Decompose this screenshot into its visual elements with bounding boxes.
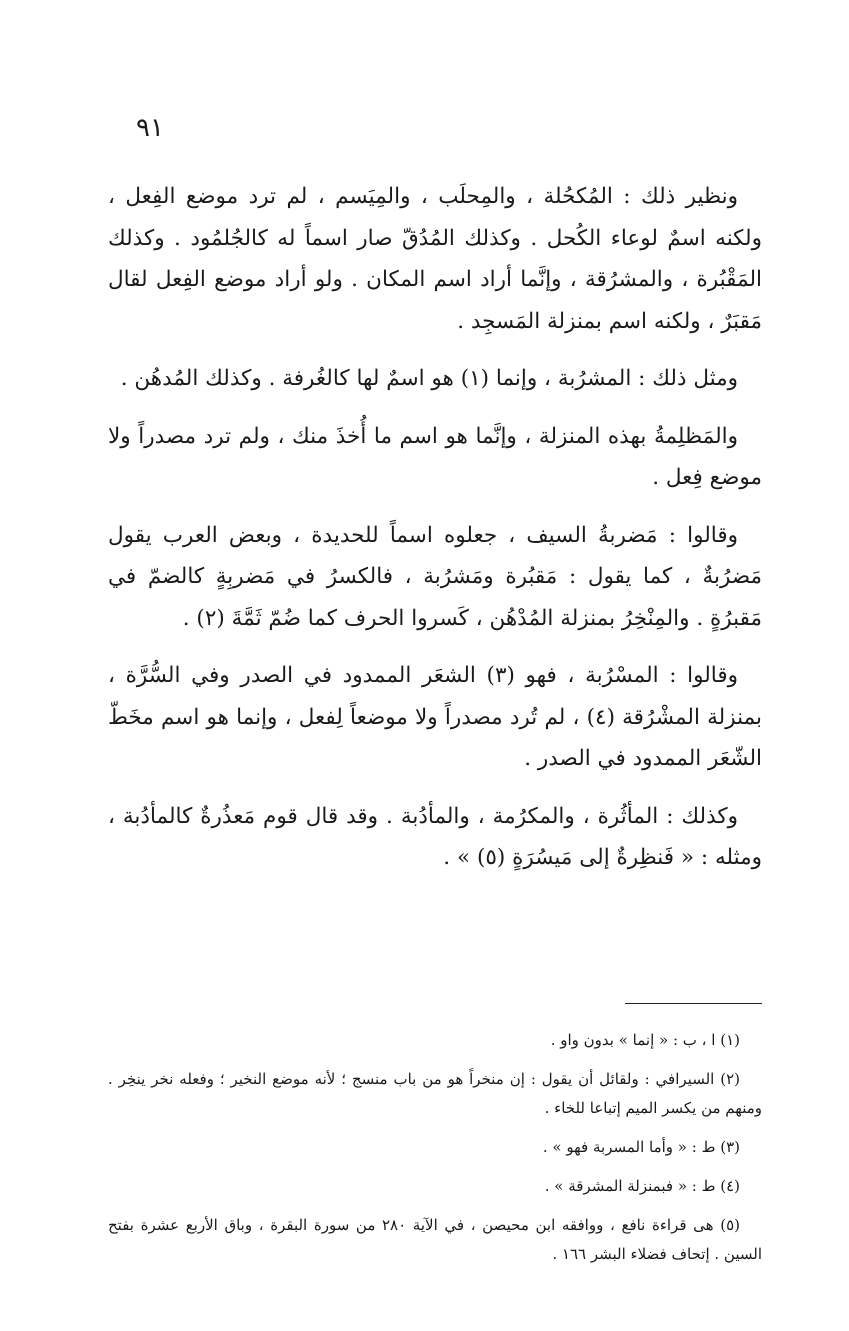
paragraph: وكذلك : المأثُرة ، والمكرُمة ، والمأدُبة . وقد قال قوم مَعذُرةٌ كالمأدُبة ، ومثله : « فَنظِرةٌ إلى مَيسُرَةٍ (٥) » .	[108, 803, 762, 870]
footnote: (٣) ط : « وأما المسربة فهو » .	[542, 1138, 740, 1156]
page-number: ٩١	[136, 113, 164, 143]
footnotes	[108, 1026, 762, 1279]
footnote: (٤) ط : « فبمنزلة المشرقة » .	[544, 1177, 740, 1195]
paragraph: وقالوا : مَضربةُ السيف ، جعلوه اسماً للحديدة ، وبعض العرب يقول مَضرُبةٌ ، كما يقول : مَقبُرة ومَشرُبة ، فالكسرُ في مَضربِةٍ كالضمّ في مَقبرُةٍ . والمِنْخِرُ بمنزلة المُدْهُن ، كَسروا الحرف كما ضُمّ ثَمَّةَ (٢) .	[108, 522, 762, 631]
paragraph: ونظير ذلك : المُكحُلة ، والمِحلَب ، والمِيَسم ، لم ترد موضع الفِعل ، ولكنه اسمٌ لوعاء الكُحل . وكذلك المُدُقّ صار اسماً له كالجُلمُود . وكذلك المَقْبُرة ، والمشرُقة ، وإنَّما أراد اسم المكان . ولو أراد موضع الفِعل لقال مَقبَرٌ ، ولكنه اسم بمنزلة المَسجِد .	[108, 184, 762, 334]
paragraph: وقالوا : المسْرُبة ، فهو (٣) الشعَر الممدود في الصدر وفي السُّرَّة ، بمنزلة المشْرُقة (٤) ، لم تُرد مصدراً ولا موضعاً لِفعل ، وإنما هو اسم مخَطّ الشّعَر الممدود في الصدر .	[108, 663, 762, 771]
paragraph: والمَظلِمةُ بهذه المنزلة ، وإنَّما هو اسم ما أُخذَ منك ، ولم ترد مصدراً ولا موضع فِعل .	[108, 423, 762, 490]
paragraph: ومثل ذلك : المشرُبة ، وإنما (١) هو اسمٌ لها كالغُرفة . وكذلك المُدهُن .	[120, 366, 738, 391]
footnote: (٥) هى قراءة نافع ، ووافقه ابن محيصن ، في الآية ٢٨٠ من سورة البقرة ، وباق الأربع عشرة بفتح السين . إتحاف فضلاء البشر ١٦٦ .	[108, 1216, 762, 1263]
footnote: (٢) السيرافي : ولقائل أن يقول : إن منخراً هو من باب منسج ؛ لأنه موضع النخير ؛ وفعله نخر ينخِر . ومنهم من يكسر الميم إتباعا للخاء .	[108, 1070, 762, 1117]
main-text	[108, 176, 762, 895]
footnote: (١) ا ، ب : « إنما » بدون واو .	[550, 1031, 740, 1049]
footnote-divider	[625, 1003, 762, 1004]
